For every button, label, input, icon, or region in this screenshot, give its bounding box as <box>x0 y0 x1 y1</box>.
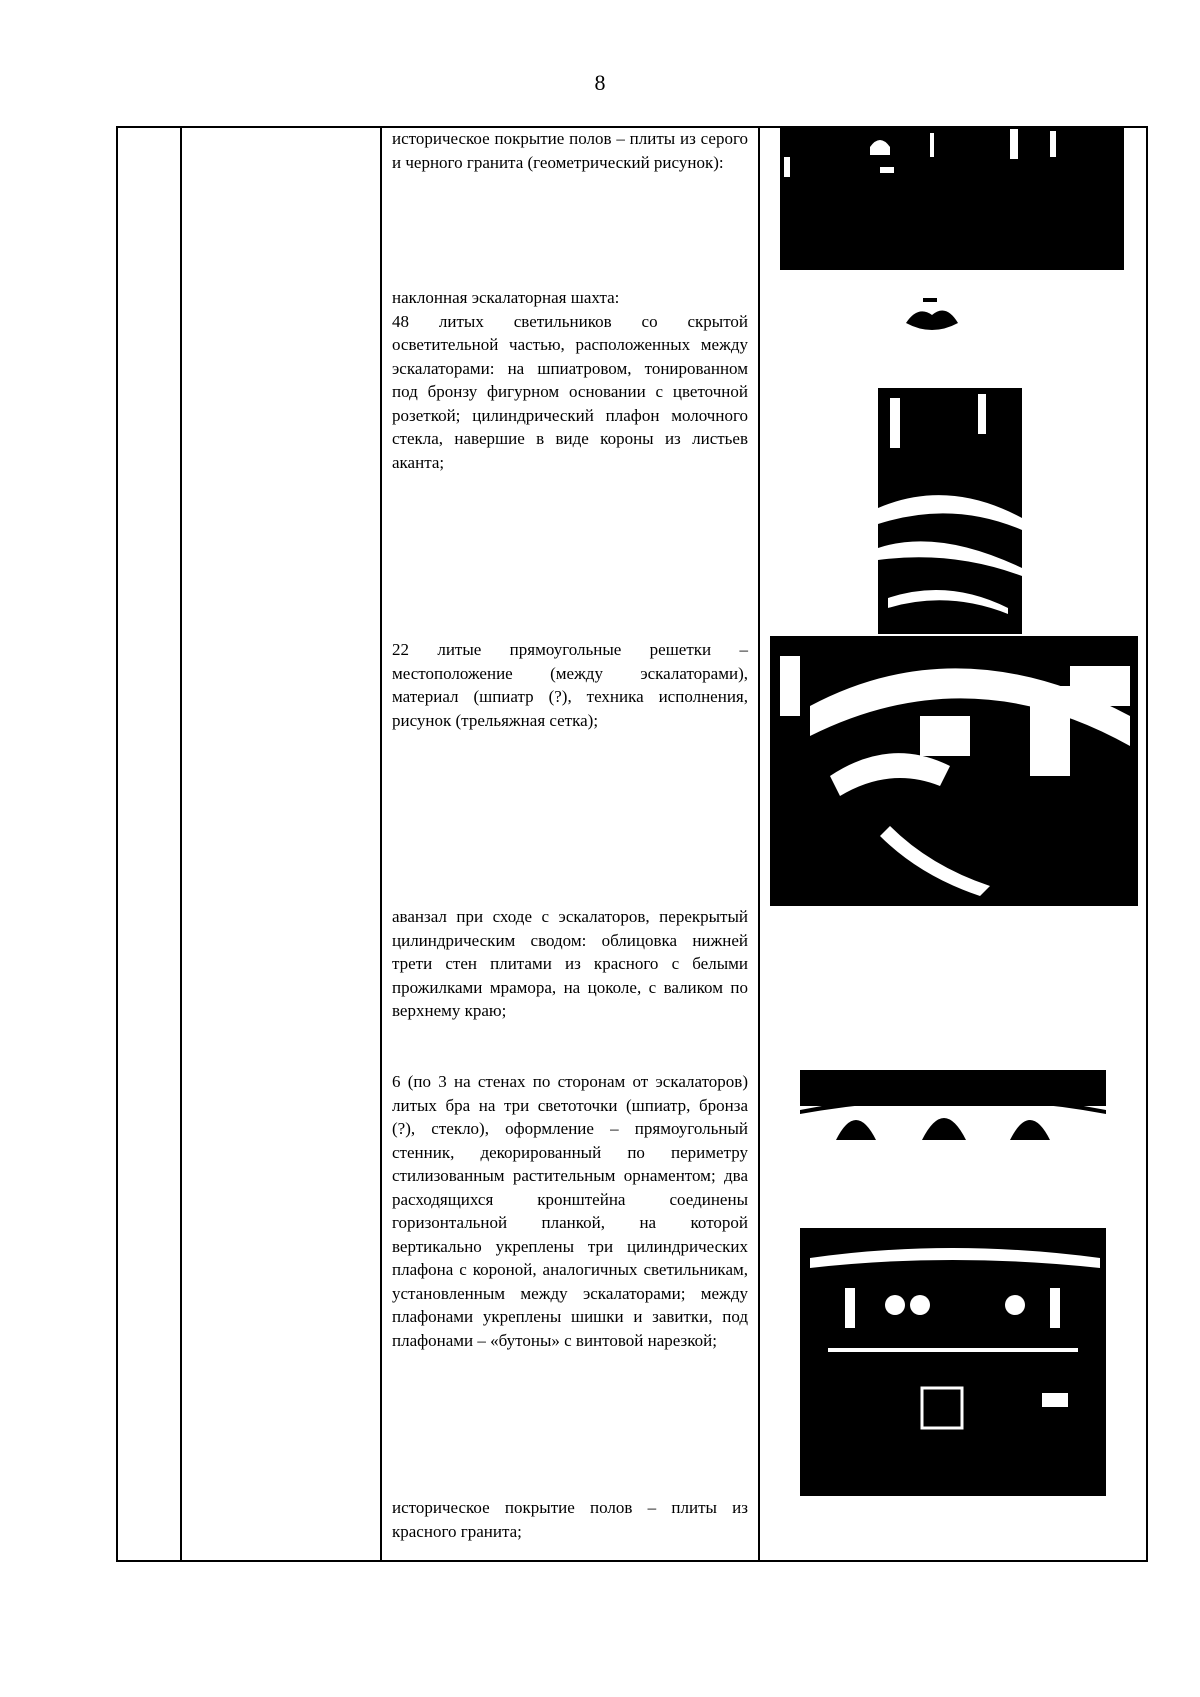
text-avanzal: аванзал при сходе с эскалаторов, перекрытый цилиндрическим сводом: облицовка нижней трети стен плитами из красного с белыми прожилками мрамора, на цоколе, с валиком по верхнему краю; <box>392 907 748 1020</box>
page-number: 8 <box>594 70 606 95</box>
photo-grille <box>770 636 1138 906</box>
photo-shaft-lamp <box>878 298 1030 634</box>
shaft-title: наклонная эскалаторная шахта: <box>392 288 620 307</box>
text-floor-red-granite: историческое покрытие полов – плиты из красного гранита; <box>392 1498 748 1541</box>
column-divider-1 <box>180 126 182 1562</box>
photo-sconce-crown <box>800 1070 1106 1146</box>
column-divider-2 <box>380 126 382 1562</box>
text-escalator-shaft <box>392 286 748 474</box>
text-floor-granite-grey-black: историческое покрытие полов – плиты из серого и черного гранита (геометрический рисунок): <box>392 129 748 172</box>
column-divider-3 <box>758 126 760 1562</box>
text-sconces: 6 (по 3 на стенах по сторонам от эскалаторов) литых бра на три светоточки (шпиатр, бронза (?), стекло), оформление – прямоугольный стенник, декорированный по периметру стилизованным растительным орнаментом; два расходящихся кронштейна соединены горизонтальной планкой, на которой вертикально укреплены три цилиндрических плафона с короной, аналогичных светильникам, установленным между эскалаторами; между плафонами укреплены шишки и завитки, под плафонами – «бутоны» с винтовой нарезкой; <box>392 1072 748 1350</box>
text-grilles: 22 литые прямоугольные решетки – местоположение (между эскалаторами), материал (шпиатр (?), техника исполнения, рисунок (трельяжная сетка); <box>392 640 748 730</box>
photo-hall-floor <box>780 127 1124 270</box>
shaft-lamps: 48 литых светильников со скрытой осветительной частью, расположенных между эскалаторами: на шпиатровом, тонированном под бронзу фигурном основании с цветочной розеткой; цилиндрический плафон молочного стекла, навершие в виде короны из листьев аканта; <box>392 311 748 472</box>
photo-sconce-wall <box>800 1228 1106 1496</box>
